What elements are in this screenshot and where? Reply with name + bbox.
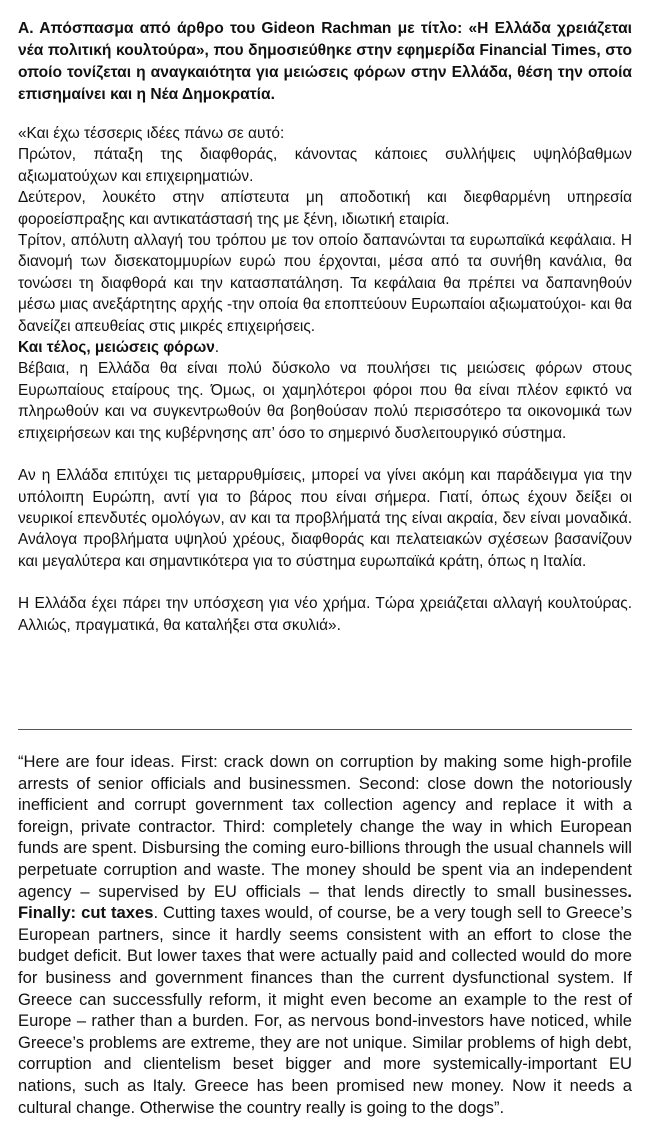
- greek-idea-first: Πρώτον, πάταξη της διαφθοράς, κάνοντας κάποιες συλλήψεις υψηλόβαθμων αξιωματούχων και επιχειρηματιών.: [18, 146, 632, 185]
- greek-idea-finally-title: [18, 337, 632, 358]
- greek-quote: [18, 123, 632, 636]
- greek-closing-paragraph: Η Ελλάδα έχει πάρει την υπόσχεση για νέο χρήμα. Τώρα χρειάζεται αλλαγή κουλτούρας. Αλλιώς, πραγματικά, θα καταλήξει στα σκυλιά».: [18, 595, 632, 634]
- section-divider: [18, 729, 632, 730]
- english-quote-part1: “Here are four ideas. First: crack down on corruption by making some high-profile arrests of senior officials and businessmen. Second: close down the notoriously inefficient and corrupt government tax collection agency and replace it with a foreign, private contractor. Third: completely change the way in which European funds are spent. Disbursing the coming euro-billions through the usual channels will perpetuate corruption and waste. The money should be spent via an independent agency – supervised by EU officials – that lends directly to small businesses: [18, 752, 632, 901]
- greek-idea-finally-text: Βέβαια, η Ελλάδα θα είναι πολύ δύσκολο να πουλήσει τις μειώσεις φόρων στους Ευρωπαίους εταίρους της. Όμως, οι χαμηλότεροι φόροι που θα είναι πλέον εφικτό να πληρωθούν και να συγκεντρωθούν θα βοηθούσαν πολύ περισσότερο τα οικονομικά των επιχειρήσεων και της κυβέρνησης απ’ όσο το σημερινό δυσλειτουργικό σύστημα.: [18, 360, 632, 442]
- greek-idea-third: Τρίτον, απόλυτη αλλαγή του τρόπου με τον οποίο δαπανώνται τα ευρωπαϊκά κεφάλαια. Η διανομή των δισεκατομμυρίων ευρώ που έρχονται, μέσα από τα συνήθη κανάλια, θα τονώσει τη διαφθορά και την κατασπατάληση. Τα κεφάλαια θα πρέπει να δαπανηθούν μέσω μιας ανεξάρτητης αρχής -την οποία θα εποπτεύουν Ευρωπαίοι αξιωματούχοι- και θα δανείζει απευθείας στις μικρές επιχειρήσεις.: [18, 232, 632, 335]
- document-page: [18, 18, 632, 636]
- excerpt-heading: Α. Απόσπασμα από άρθρο του Gideon Rachman με τίτλο: «Η Ελλάδα χρειάζεται νέα πολιτική κουλτούρα», που δημοσιεύθηκε στην εφημερίδα Financial Times, στο οποίο τονίζεται η αναγκαιότητα για μειώσεις φόρων στην Ελλάδα, θέση την οποία επισημαίνει και η Νέα Δημοκρατία.: [18, 20, 632, 103]
- greek-idea-second: Δεύτερον, λουκέτο στην απίστευτα μη αποδοτική και διεφθαρμένη υπηρεσία φοροείσπραξης και αντικατάστασή της με ξένη, ιδιωτική εταιρία.: [18, 189, 632, 228]
- greek-finally-period: .: [214, 339, 220, 357]
- greek-reform-paragraph: Αν η Ελλάδα επιτύχει τις μεταρρυθμίσεις, μπορεί να γίνει ακόμη και παράδειγμα για την υπόλοιπη Ευρώπη, αντί για το βάρος που είναι σήμερα. Γιατί, όπως έχουν δείξει οι νευρικοί επενδυτές ομολόγων, αν και τα προβλήματά της είναι ακραία, δεν είναι μοναδικά. Ανάλογα προβλήματα υψηλού χρέους, διαφθοράς και πελατειακών σχέσεων βασανίζουν και μεγαλύτερα και σημαντικότερα για το σύστημα ευρωπαϊκά κράτη, όπως η Ιταλία.: [18, 467, 632, 570]
- english-quote-bold: . Finally: cut taxes: [18, 881, 632, 923]
- greek-intro: «Και έχω τέσσερις ιδέες πάνω σε αυτό:: [18, 125, 285, 142]
- english-quote: [18, 751, 632, 1118]
- greek-finally-bold: Και τέλος, μειώσεις φόρων: [18, 339, 215, 357]
- english-quote-part2: . Cutting taxes would, of course, be a very tough sell to Greece’s European partners, since it hardly seems consistent with an effort to close the budget deficit. But lower taxes that were actually paid and collected would do more for business and government finances than the current dysfunctional system. If Greece can successfully reform, it might even become an example to the rest of Europe – rather than a burden. For, as nervous bond-investors have noticed, while Greece’s problems are extreme, they are not unique. Similar problems of high debt, corruption and clientelism beset bigger and more systemically-important EU nations, such as Italy. Greece has been promised new money. Now it needs a cultural change. Otherwise the country really is going to the dogs”.: [18, 903, 632, 1117]
